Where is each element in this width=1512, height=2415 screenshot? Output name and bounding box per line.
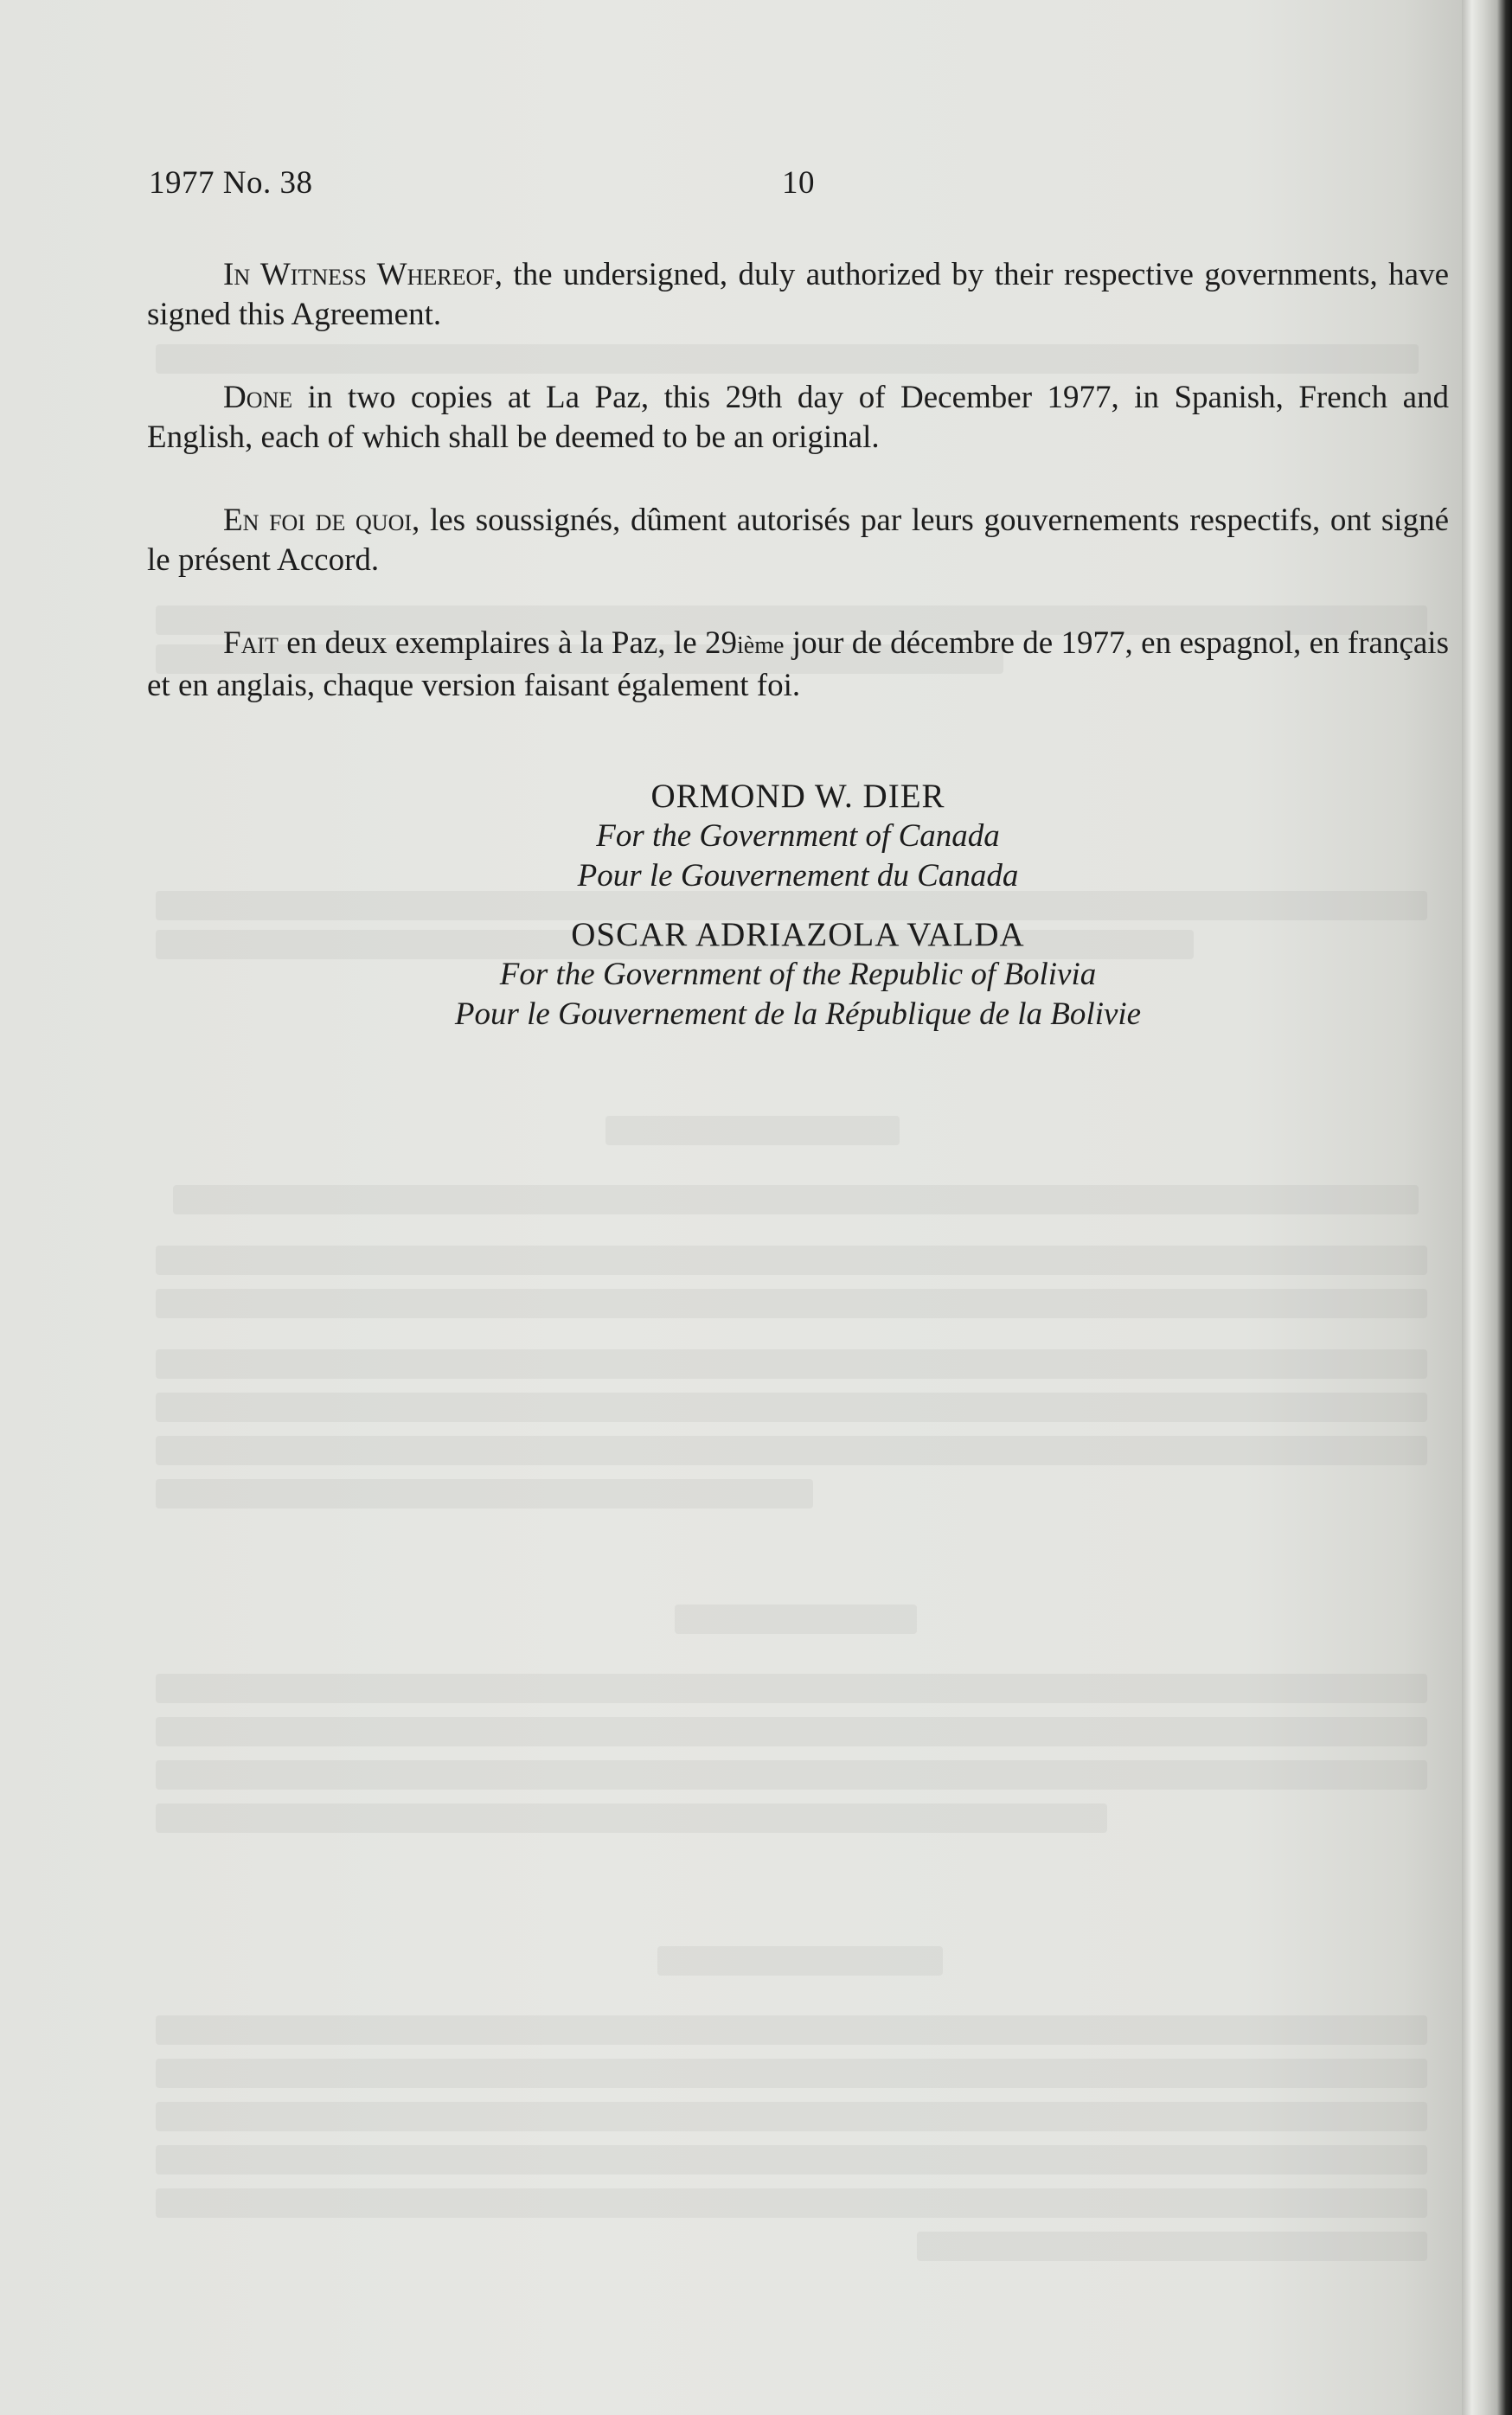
paragraph-lead: In Witness Whereof, — [223, 257, 503, 292]
paragraph-in-witness — [147, 255, 1449, 335]
signatory-role-en: For the Government of the Republic of Bolivia — [499, 957, 1097, 992]
paragraph-lead: Fait — [223, 625, 279, 661]
signatory-role-en: For the Government of Canada — [596, 818, 1000, 854]
paragraph-en-foi-de-quoi — [147, 501, 1449, 580]
paragraph-lead: En foi de quoi, — [223, 503, 420, 538]
signatory-role-fr: Pour le Gouvernement du Canada — [577, 858, 1019, 894]
paragraph-done — [147, 378, 1449, 458]
page-header — [149, 164, 815, 202]
ordinal-suffix: ième — [737, 632, 785, 659]
paragraph-text: jour de décembre de 1977, en espagnol, en français et en anglais, chaque version faisant également foi. — [147, 625, 1449, 703]
paragraph-text: the undersigned, duly authorized by their respective governments, have signed this Agreement. — [147, 257, 1450, 332]
page-number: 10 — [782, 165, 815, 201]
book-spine-edge — [1462, 0, 1512, 2415]
paragraph-lead: Done — [223, 380, 293, 415]
signature-canada — [147, 777, 1449, 896]
paragraph-text: les soussignés, dûment autorisés par leurs gouvernements respectifs, ont signé le présent Accord. — [147, 503, 1450, 578]
signatory-name: ORMOND W. DIER — [650, 778, 945, 815]
signature-section — [147, 777, 1449, 1054]
signatory-role-fr: Pour le Gouvernement de la République de la Bolivie — [454, 996, 1142, 1032]
document-body — [147, 255, 1449, 749]
signature-bolivia — [147, 915, 1449, 1035]
paragraph-fait — [147, 624, 1449, 706]
paragraph-text: in two copies at La Paz, this 29th day of December 1977, in Spanish, French and English, each of which shall be deemed to be an original. — [147, 380, 1449, 455]
signatory-name: OSCAR ADRIAZOLA VALDA — [571, 916, 1025, 953]
header-statute-ref: 1977 No. 38 — [149, 165, 313, 201]
paragraph-text: en deux exemplaires à la Paz, le 29 — [278, 625, 737, 661]
